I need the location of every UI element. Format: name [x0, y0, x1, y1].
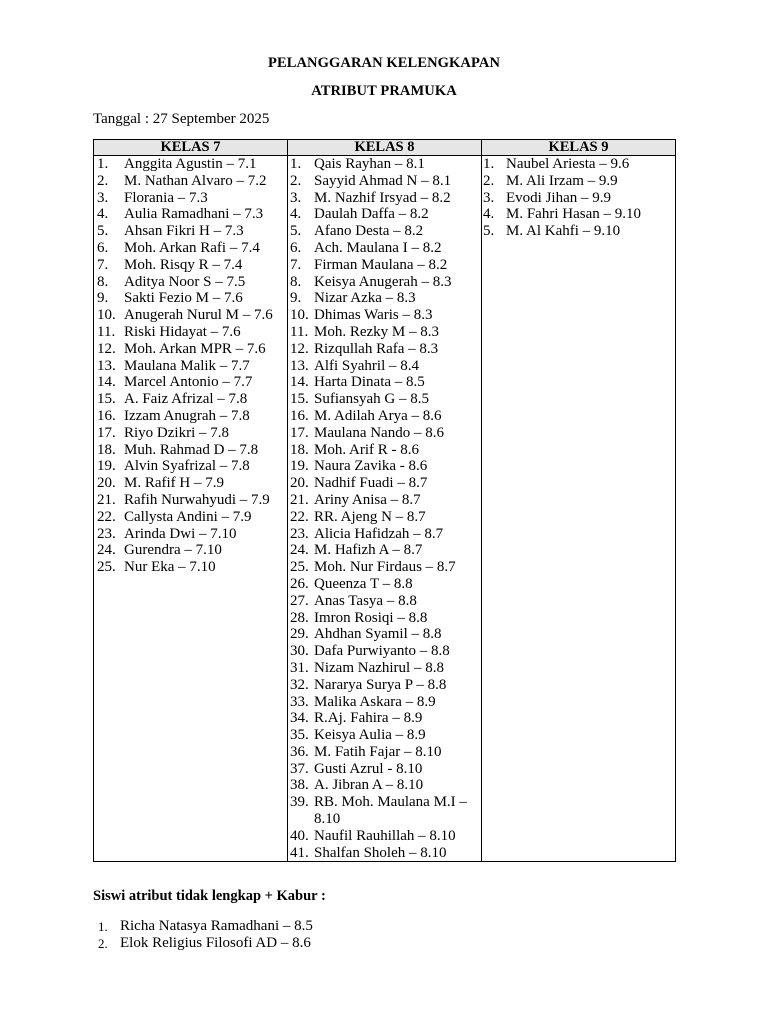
list-item-number: 9.	[290, 290, 302, 307]
list-item-number: 7.	[97, 256, 109, 273]
kelas-7-student-name: M. Nathan Alvaro – 7.2	[124, 172, 267, 189]
kelas-8-student-name: Qais Rayhan – 8.1	[314, 156, 425, 172]
list-item	[288, 257, 481, 274]
list-item-number: 2.	[97, 172, 109, 189]
kelas-7-student-name: Muh. Rahmad D – 7.8	[124, 441, 259, 458]
list-item-number: 38.	[290, 777, 309, 794]
kelas-7-student-name: Nur Eka – 7.10	[124, 559, 216, 576]
list-item-number: 8.	[97, 273, 109, 290]
kelas-8-student-name: Daulah Daffa – 8.2	[314, 206, 429, 223]
table-body-row	[94, 156, 676, 862]
list-item	[94, 542, 287, 559]
kelas-8-student-name: M. Hafizh A – 8.7	[314, 542, 423, 559]
header-kelas-9: KELAS 9	[482, 140, 676, 156]
list-item-number: 32.	[290, 676, 309, 693]
kelas-8-student-name: Alfi Syahril – 8.4	[314, 357, 419, 374]
kelas-8-student-name: Firman Maulana – 8.2	[314, 256, 448, 273]
list-item	[288, 794, 481, 828]
kelas-8-student-name: Imron Rosiqi – 8.8	[314, 609, 428, 626]
list-item	[288, 475, 481, 492]
kelas-7-student-name: Maulana Malik – 7.7	[124, 357, 250, 374]
list-item-number: 14.	[97, 374, 116, 391]
header-kelas-7: KELAS 7	[94, 140, 288, 156]
document-subtitle: ATRIBUT PRAMUKA	[311, 83, 457, 99]
violation-table	[93, 139, 676, 862]
list-item	[288, 744, 481, 761]
list-item-number: 6.	[290, 239, 302, 256]
list-item	[94, 290, 287, 307]
kelas-7-student-name: Ahsan Fikri H – 7.3	[124, 223, 244, 240]
kelas-7-student-name: Alvin Syafrizal – 7.8	[124, 458, 250, 475]
kelas-8-student-name: Ariny Anisa – 8.7	[314, 491, 421, 508]
kelas-7-student-name: M. Rafif H – 7.9	[124, 475, 224, 492]
kelas-8-student-name: Nadhif Fuadi – 8.7	[314, 475, 428, 492]
list-item-number: 1.	[483, 156, 495, 172]
list-item	[94, 425, 287, 442]
list-item	[288, 290, 481, 307]
list-item	[288, 845, 481, 862]
kelas-7-student-name: Anggita Agustin – 7.1	[124, 156, 257, 172]
list-item-number: 13.	[290, 357, 309, 374]
list-item-number: 7.	[290, 256, 302, 273]
list-item-number: 15.	[290, 391, 309, 408]
list-item-number: 21.	[290, 491, 309, 508]
list-item-number: 25.	[290, 559, 309, 576]
kelas-7-student-name: Aulia Ramadhani – 7.3	[124, 206, 264, 223]
kelas-8-student-name: Dafa Purwiyanto – 8.8	[314, 643, 450, 660]
kelas-8-student-name: Sufiansyah G – 8.5	[314, 391, 429, 408]
list-item-number: 4.	[290, 206, 302, 223]
list-item	[288, 761, 481, 778]
list-item-number: 27.	[290, 592, 309, 609]
kelas-8-student-name: Ach. Maulana I – 8.2	[314, 239, 442, 256]
list-item	[288, 643, 481, 660]
list-item-number: 10.	[290, 307, 309, 324]
list-item-number: 8.	[290, 273, 302, 290]
kelas-9-student-name: M. Fahri Hasan – 9.10	[506, 206, 641, 223]
list-item-number: 16.	[97, 407, 116, 424]
list-item-number: 21.	[97, 491, 116, 508]
kelas-8-student-name: Nizam Nazhirul – 8.8	[314, 659, 444, 676]
kelas-8-student-name: RR. Ajeng N – 8.7	[314, 508, 426, 525]
list-item	[94, 374, 287, 391]
list-item	[94, 509, 287, 526]
list-item	[94, 559, 287, 576]
list-item-number: 31.	[290, 659, 309, 676]
kelas-7-student-name: Aditya Noor S – 7.5	[124, 273, 246, 290]
list-item-number: 1.	[290, 156, 302, 172]
kelas-8-student-name: Nizar Azka – 8.3	[314, 290, 416, 307]
list-item-number: 23.	[290, 525, 309, 542]
list-item	[288, 509, 481, 526]
kelas-8-student-name: Keisya Anugerah – 8.3	[314, 273, 452, 290]
list-item	[288, 274, 481, 291]
list-item	[288, 660, 481, 677]
list-item-number: 4.	[483, 206, 495, 223]
list-item-number: 24.	[290, 542, 309, 559]
kelas-7-student-name: Anugerah Nurul M – 7.6	[124, 307, 273, 324]
kelas-8-student-name: Alicia Hafidzah – 8.7	[314, 525, 444, 542]
list-item	[94, 240, 287, 257]
list-item	[288, 710, 481, 727]
list-item-number: 13.	[97, 357, 116, 374]
list-item-number: 20.	[97, 475, 116, 492]
list-item	[482, 206, 675, 223]
list-item	[93, 918, 313, 935]
kelas-8-student-name: A. Jibran A – 8.10	[314, 777, 424, 794]
list-item	[94, 173, 287, 190]
list-item-number: 28.	[290, 609, 309, 626]
list-item	[94, 190, 287, 207]
list-item	[94, 391, 287, 408]
list-item-number: 22.	[97, 508, 116, 525]
kelas-8-student-name: Queenza T – 8.8	[314, 575, 413, 592]
list-item	[94, 307, 287, 324]
list-item	[94, 408, 287, 425]
kelas-8-student-name: Moh. Rezky M – 8.3	[314, 323, 439, 340]
kelas-8-list	[288, 156, 481, 861]
kelas-7-student-name: Florania – 7.3	[124, 189, 208, 206]
list-item	[288, 408, 481, 425]
kelas-9-list	[482, 156, 675, 240]
kelas-7-student-name: Riski Hidayat – 7.6	[124, 323, 241, 340]
list-item-number: 33.	[290, 693, 309, 710]
list-item-number: 3.	[97, 189, 109, 206]
kelas-8-student-name: Maulana Nando – 8.6	[314, 424, 444, 441]
list-item-number: 23.	[97, 525, 116, 542]
list-item-number: 12.	[97, 340, 116, 357]
kelas-8-student-name: Rizqullah Rafa – 8.3	[314, 340, 439, 357]
list-item	[288, 559, 481, 576]
kelas-8-student-name: M. Adilah Arya – 8.6	[314, 407, 442, 424]
list-item	[288, 156, 481, 173]
kelas-7-student-name: Arinda Dwi – 7.10	[124, 525, 237, 542]
list-item-number: 10.	[97, 307, 116, 324]
list-item-number: 19.	[97, 458, 116, 475]
list-item	[288, 223, 481, 240]
list-item	[288, 374, 481, 391]
list-item	[288, 828, 481, 845]
list-item-number: 16.	[290, 407, 309, 424]
list-item	[94, 324, 287, 341]
list-item	[288, 542, 481, 559]
kelas-8-student-name: M. Fatih Fajar – 8.10	[314, 743, 442, 760]
table-header-row	[94, 140, 676, 156]
list-item-number: 5.	[483, 223, 495, 240]
document-date: Tanggal : 27 September 2025	[93, 111, 270, 127]
list-item-number: 36.	[290, 743, 309, 760]
list-item-number: 22.	[290, 508, 309, 525]
kelas-8-student-name: Malika Askara – 8.9	[314, 693, 436, 710]
list-item	[288, 610, 481, 627]
kelas-9-student-name: M. Al Kahfi – 9.10	[506, 223, 621, 240]
kelas-7-student-name: Callysta Andini – 7.9	[124, 508, 252, 525]
list-item-number: 4.	[97, 206, 109, 223]
list-item-number: 29.	[290, 626, 309, 643]
list-item	[288, 324, 481, 341]
kelas-7-student-name: Moh. Arkan Rafi – 7.4	[124, 239, 260, 256]
list-item-number: 35.	[290, 727, 309, 744]
kelas-9-cell	[482, 156, 676, 862]
list-item	[94, 458, 287, 475]
list-item-number: 24.	[97, 542, 116, 559]
document-title: PELANGGARAN KELENGKAPAN	[267, 55, 501, 71]
list-item	[94, 358, 287, 375]
list-item-number: 2.	[483, 172, 495, 189]
list-item-number: 41.	[290, 844, 309, 861]
list-item-number: 17.	[290, 424, 309, 441]
list-item-number: 37.	[290, 760, 309, 777]
list-item	[288, 526, 481, 543]
list-item-number: 20.	[290, 475, 309, 492]
kelas-8-student-name: Harta Dinata – 8.5	[314, 374, 425, 391]
kelas-7-student-name: Riyo Dzikri – 7.8	[124, 424, 229, 441]
list-item	[482, 156, 675, 173]
list-item-number: 2.	[98, 936, 108, 951]
kelas-8-student-name: Naura Zavika - 8.6	[314, 458, 428, 475]
list-item	[288, 442, 481, 459]
kelas-8-student-name: Keisya Aulia – 8.9	[314, 727, 426, 744]
kelas-8-student-name: Shalfan Sholeh – 8.10	[314, 844, 447, 861]
list-item	[288, 694, 481, 711]
list-item	[482, 223, 675, 240]
kelas-9-student-name: Naubel Ariesta – 9.6	[506, 156, 630, 172]
kelas-9-student-name: Evodi Jihan – 9.9	[506, 189, 611, 206]
list-item	[94, 274, 287, 291]
kelas-8-student-name: Afano Desta – 8.2	[314, 223, 424, 240]
kelas-7-list	[94, 156, 287, 576]
list-item	[288, 358, 481, 375]
list-item-number: 15.	[97, 391, 116, 408]
kelas-8-student-name: Dhimas Waris – 8.3	[314, 307, 433, 324]
list-item	[288, 425, 481, 442]
list-item	[288, 206, 481, 223]
list-item	[288, 341, 481, 358]
list-item	[288, 677, 481, 694]
kelas-7-student-name: Marcel Antonio – 7.7	[124, 374, 253, 391]
escaped-student-name: Richa Natasya Ramadhani – 8.5	[120, 918, 313, 934]
list-item-number: 3.	[290, 189, 302, 206]
kelas-7-student-name: Izzam Anugrah – 7.8	[124, 407, 250, 424]
list-item-number: 5.	[97, 223, 109, 240]
header-kelas-8: KELAS 8	[288, 140, 482, 156]
list-item-number: 30.	[290, 643, 309, 660]
kelas-9-student-name: M. Ali Irzam – 9.9	[506, 172, 618, 189]
list-item	[288, 727, 481, 744]
list-item	[288, 391, 481, 408]
list-item	[288, 458, 481, 475]
kelas-7-cell	[94, 156, 288, 862]
list-item	[288, 173, 481, 190]
list-item	[288, 307, 481, 324]
list-item-number: 25.	[97, 559, 116, 576]
kelas-8-student-name: RB. Moh. Maulana M.I – 8.10	[314, 794, 467, 828]
kelas-8-student-name: M. Nazhif Irsyad – 8.2	[314, 189, 451, 206]
list-item	[288, 593, 481, 610]
kelas-8-student-name: Ahdhan Syamil – 8.8	[314, 626, 442, 643]
list-item-number: 11.	[97, 323, 116, 340]
kelas-8-cell	[288, 156, 482, 862]
escaped-student-name: Elok Religius Filosofi AD – 8.6	[120, 935, 311, 951]
list-item	[288, 626, 481, 643]
list-item	[93, 935, 313, 952]
list-item	[288, 492, 481, 509]
kelas-7-student-name: A. Faiz Afrizal – 7.8	[124, 391, 248, 408]
list-item-number: 17.	[97, 424, 116, 441]
kelas-8-student-name: Anas Tasya – 8.8	[314, 592, 417, 609]
kelas-7-student-name: Moh. Arkan MPR – 7.6	[124, 340, 266, 357]
list-item-number: 5.	[290, 223, 302, 240]
list-item	[94, 156, 287, 173]
list-item	[94, 526, 287, 543]
escaped-students-heading: Siswi atribut tidak lengkap + Kabur :	[93, 888, 326, 904]
list-item-number: 2.	[290, 172, 302, 189]
list-item-number: 34.	[290, 710, 309, 727]
list-item-number: 18.	[97, 441, 116, 458]
list-item	[94, 206, 287, 223]
list-item	[94, 492, 287, 509]
list-item	[288, 190, 481, 207]
list-item-number: 12.	[290, 340, 309, 357]
list-item	[94, 257, 287, 274]
list-item	[482, 190, 675, 207]
list-item-number: 14.	[290, 374, 309, 391]
list-item-number: 39.	[290, 794, 309, 811]
list-item-number: 9.	[97, 290, 109, 307]
list-item	[94, 442, 287, 459]
kelas-8-student-name: Moh. Arif R - 8.6	[314, 441, 419, 458]
list-item-number: 1.	[98, 919, 108, 934]
kelas-8-student-name: Moh. Nur Firdaus – 8.7	[314, 559, 456, 576]
list-item-number: 19.	[290, 458, 309, 475]
list-item-number: 6.	[97, 239, 109, 256]
list-item	[94, 341, 287, 358]
escaped-students-list	[93, 918, 313, 952]
kelas-8-student-name: R.Aj. Fahira – 8.9	[314, 710, 423, 727]
kelas-8-student-name: Nararya Surya P – 8.8	[314, 676, 447, 693]
list-item-number: 3.	[483, 189, 495, 206]
list-item	[482, 173, 675, 190]
list-item	[288, 240, 481, 257]
kelas-7-student-name: Sakti Fezio M – 7.6	[124, 290, 243, 307]
list-item-number: 1.	[97, 156, 109, 172]
list-item-number: 40.	[290, 827, 309, 844]
list-item-number: 11.	[290, 323, 309, 340]
kelas-7-student-name: Moh. Risqy R – 7.4	[124, 256, 243, 273]
list-item	[94, 223, 287, 240]
kelas-8-student-name: Sayyid Ahmad N – 8.1	[314, 172, 452, 189]
kelas-8-student-name: Naufil Rauhillah – 8.10	[314, 827, 456, 844]
list-item	[288, 576, 481, 593]
kelas-8-student-name: Gusti Azrul - 8.10	[314, 760, 423, 777]
list-item-number: 26.	[290, 575, 309, 592]
list-item	[94, 475, 287, 492]
kelas-7-student-name: Rafih Nurwahyudi – 7.9	[124, 491, 270, 508]
list-item-number: 18.	[290, 441, 309, 458]
list-item	[288, 777, 481, 794]
kelas-7-student-name: Gurendra – 7.10	[124, 542, 222, 559]
